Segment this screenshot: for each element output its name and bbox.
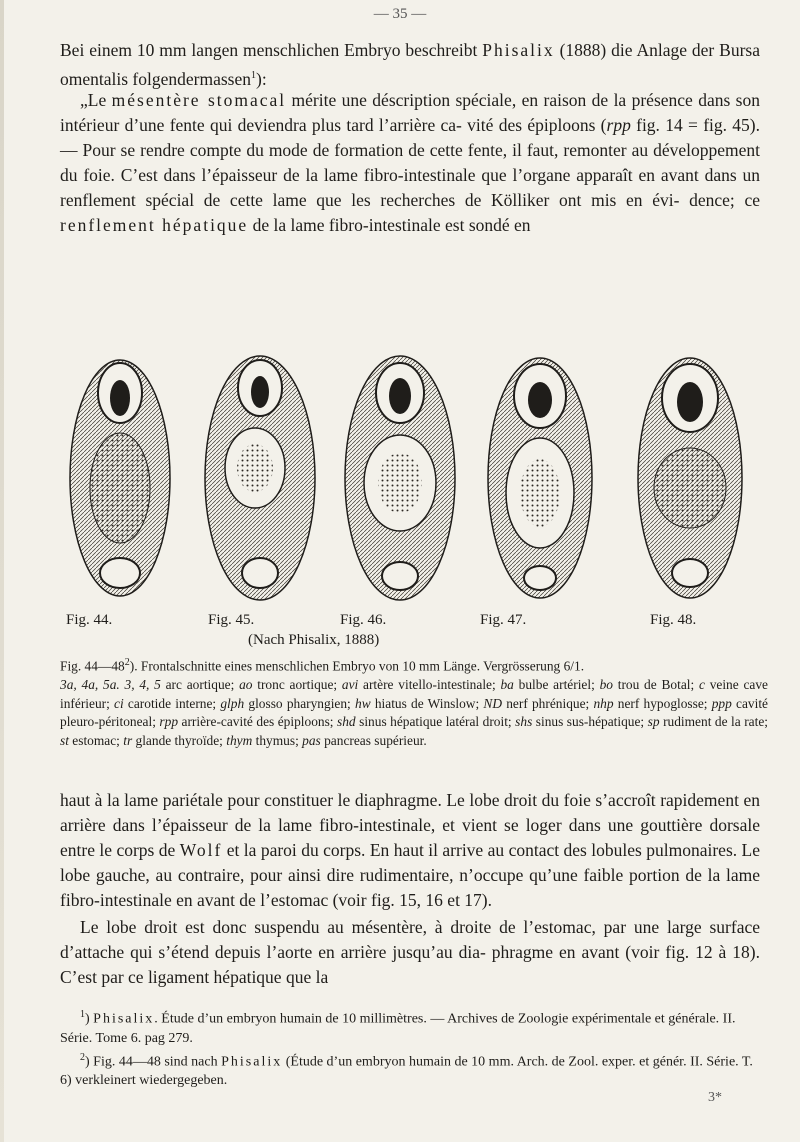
ligament-paragraph: Le lobe droit est donc suspendu au mésentère, à droite de l’estomac, par une large surface d’attache qui s’étend depuis l’aorte en arrière jusqu’au dia- phragme en avant (voir fig. 12 à 18). C’est par ce ligament hépatique que la [60,917,760,987]
author-name: Phisalix [482,40,555,60]
fig-48-label: Fig. 48. [650,612,697,628]
intro-paragraph: Bei einem 10 mm langen menschlichen Embryo beschreibt Phisalix (1888) die Anlage der Bursa omentalis folgendermassen$^1$): [60,40,760,89]
footnote-2: $^2$) Fig. 44—48 sind nach Phisalix (Étude d’un embryon humain de 10 mm. Arch. de Zool. exper. et génér. II. Série. T. 6) verkleinert wiedergegeben. [60,1051,753,1089]
page-edge [0,0,4,1142]
fig-46-label: Fig. 46. [340,612,387,628]
footnotes [60,1005,760,1090]
fig-44-section [70,360,170,596]
quote-paragraph: „Le mésentère stomacal mérite une déscription spéciale, en raison de la présence dans son intérieur d’une fente qui deviendra plus tard l’arrière ca- vité des épiploons (rpp fig. 14 = fig. 45). — Pour se rendre compte du mode de formation de cette fente, il faut, remonter au développement du foie. C’est dans l’épaisseur de la lame fibro-intestinale que l’organe apparaît en avant dans un renflement spécial de cette lame que les recherches de Kölliker ont mis en évi- dence; ce renflement hépatique de la lame fibro-intestinale est sondé en [60,90,761,235]
signature-mark: 3* [708,1090,722,1105]
fig-46-section [345,356,455,600]
fig-45-section [205,356,315,600]
figure-caption: Fig. $44—48^2$). Frontalschnitte eines menschlichen Embryo von 10 mm Länge. Vergrösserung 6/1. 3a, 4a, 5a. 3, 4, 5 arc aortique; ao tronc aortique; avi artère vitello-intestinale; ba bulbe artériel; bo trou de Botal; c veine cave inférieur; ci carotide interne; glph glosso pharyngien; hw hiatus de Winslow; ND nerf phrénique; nhp nerf hypoglosse; ppp cavité pleuro-péritoneal; rpp arrière-cavité des épiploons; shd sinus hépatique latéral droit; shs sinus sus-hépatique; sp rudiment de la rate; st estomac; tr glande thyroïde; thym thymus; pas pancreas supérieur. [60,657,769,748]
fig-44-label: Fig. 44. [66,612,113,628]
figure-source: (Nach Phisalix, 1888) [248,632,380,648]
embryo-figures [60,348,770,608]
continuation-paragraph: haut à la lame pariétale pour constituer le diaphragme. Le lobe droit du foie s’accroît rapidement en arrière dans l’épaisseur de la lame fibro-intestinale, et vient se loger dans une gouttière dorsale entre le corps de Wolf et la paroi du corps. En haut il arrive au contact des lobules pulmonaires. Le lobe gauche, au contraire, pour ainsi dire rudimentaire, n’occupe qu’une faible portion de la lame fibro-intestinale en avant de l’estomac (voir fig. 15, 16 et 17). [60,790,761,910]
fig-47-label: Fig. 47. [480,612,527,628]
page-number: — 35 — [373,6,427,22]
footnote-mark: 1 [251,70,256,81]
frontal-sections-illustration [60,348,770,608]
footnote-1: $^1$) Phisalix. Étude d’un embryon humain de 10 millimètres. — Archives de Zoologie expérimentale et générale. II. Série. Tome 6. pag 279. [60,1009,736,1046]
fig-48-section [638,358,742,598]
fig-47-section [488,358,592,598]
fig-45-label: Fig. 45. [208,612,255,628]
